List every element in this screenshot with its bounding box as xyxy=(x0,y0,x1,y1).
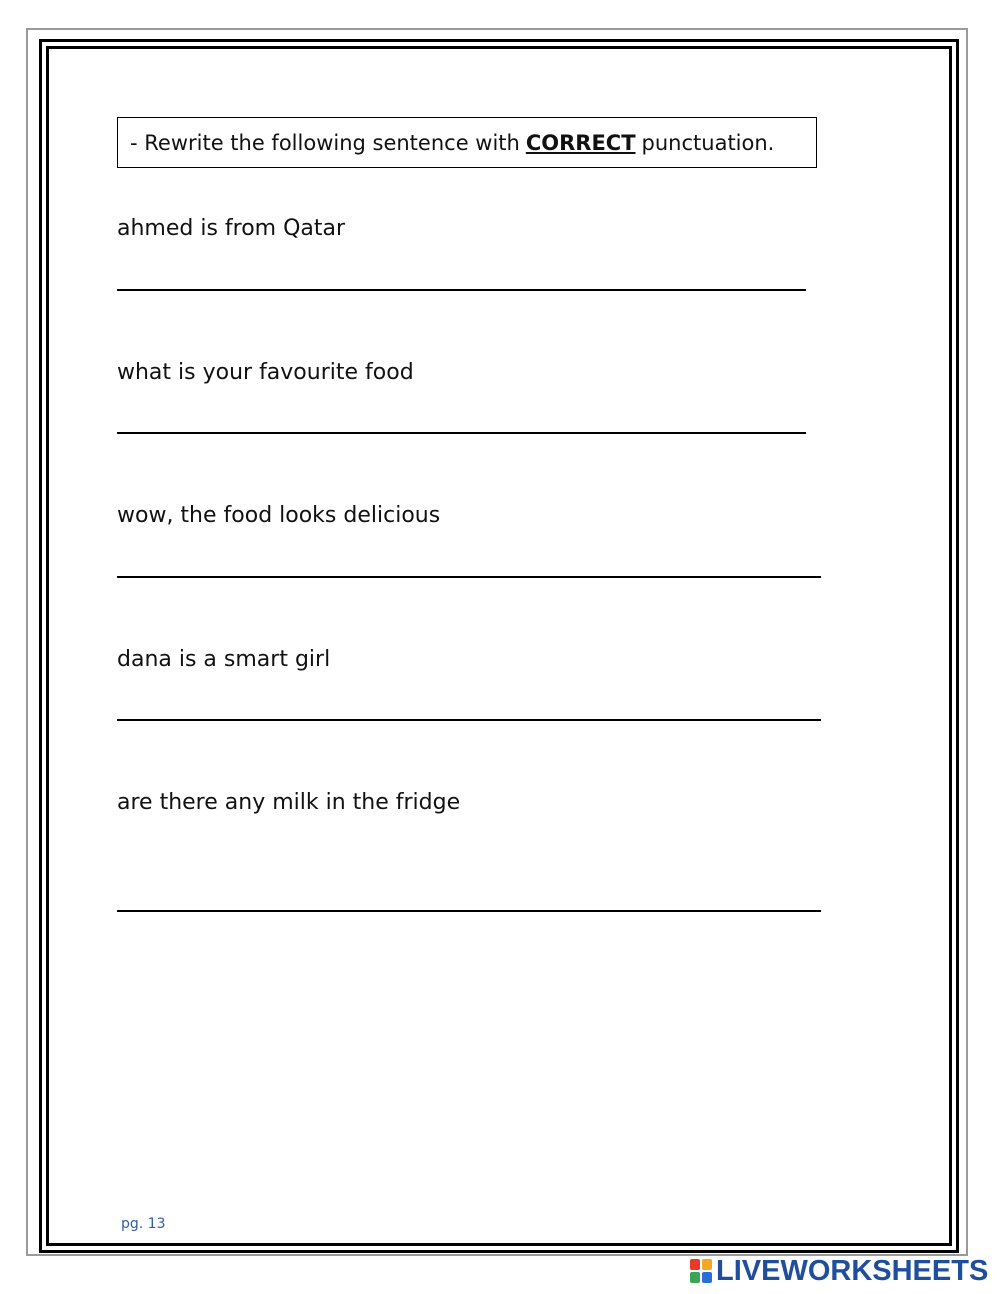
sentence-1: ahmed is from Qatar xyxy=(117,216,346,241)
sentence-3: wow, the food looks delicious xyxy=(117,503,441,528)
answer-line-4[interactable] xyxy=(117,719,821,721)
answer-line-2[interactable] xyxy=(117,432,806,434)
instruction-box xyxy=(117,117,817,168)
liveworksheets-logo-icon xyxy=(690,1259,712,1283)
answer-line-3[interactable] xyxy=(117,576,821,578)
instruction-suffix: punctuation. xyxy=(641,130,775,155)
page-number: pg. 13 xyxy=(121,1216,166,1232)
instruction-prefix: - Rewrite the following sentence with xyxy=(130,130,520,155)
sentence-4: dana is a smart girl xyxy=(117,647,331,672)
answer-line-5[interactable] xyxy=(117,910,821,912)
sentence-5: are there any milk in the fridge xyxy=(117,790,461,815)
sentence-2: what is your favourite food xyxy=(117,360,414,385)
brand-name: LIVEWORKSHEETS xyxy=(716,1254,989,1287)
instruction-emphasis: CORRECT xyxy=(525,130,636,155)
answer-line-1[interactable] xyxy=(117,289,806,291)
brand-logo[interactable] xyxy=(690,1254,988,1288)
